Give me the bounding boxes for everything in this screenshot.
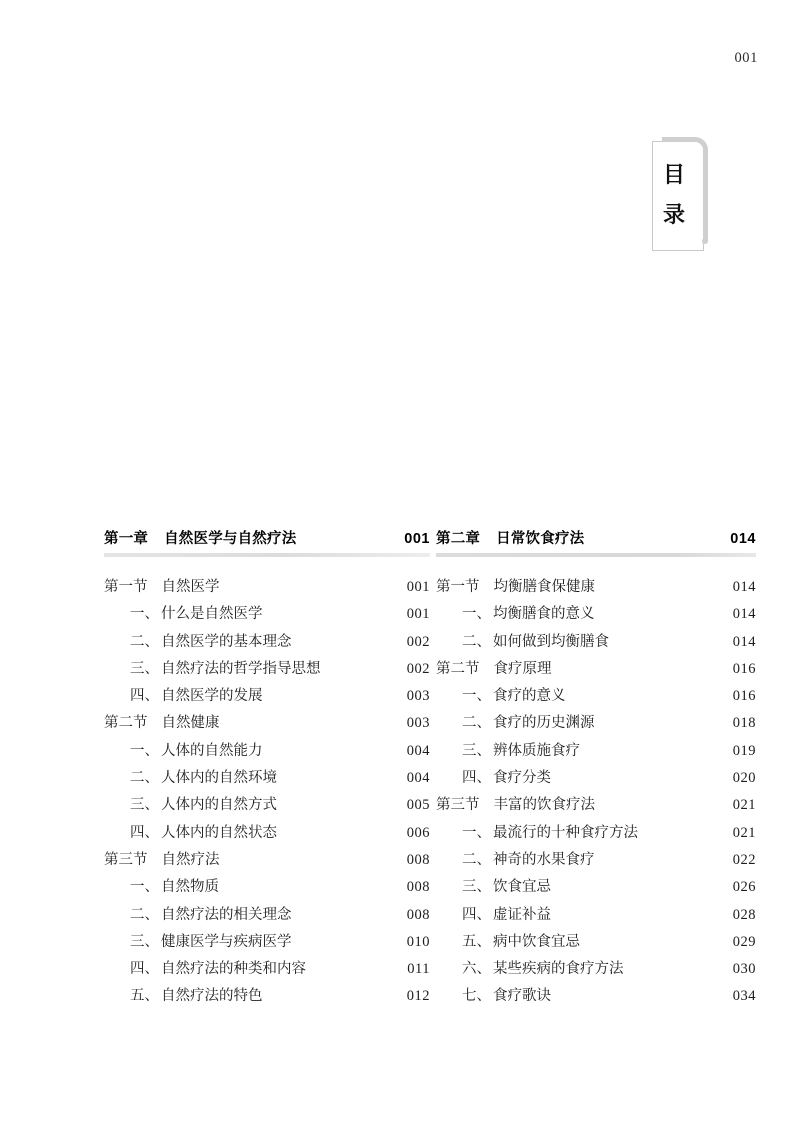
toc-entry[interactable] xyxy=(104,793,430,820)
toc-entry-page-number: 019 xyxy=(732,742,756,759)
toc-entry-title: 均衡膳食保健康 xyxy=(493,579,595,595)
toc-entry-page-number: 014 xyxy=(732,579,756,595)
toc-entry[interactable] xyxy=(436,984,756,1011)
toc-tab-label xyxy=(652,155,696,235)
toc-entry-page-number: 022 xyxy=(732,851,756,868)
toc-entry-title: 丰富的饮食疗法 xyxy=(493,797,595,814)
toc-entry-label: 四、 xyxy=(462,906,491,923)
toc-columns xyxy=(0,527,800,1012)
toc-entry[interactable] xyxy=(436,602,756,629)
toc-entry[interactable] xyxy=(104,984,430,1011)
toc-entry-page-number: 002 xyxy=(406,633,430,650)
toc-tab-char-1: 目 xyxy=(662,162,685,187)
toc-column-right xyxy=(436,527,756,1012)
toc-entry-title: 自然健康 xyxy=(161,715,220,732)
toc-entry-page-number: 016 xyxy=(732,688,756,705)
toc-entry-page-number: 010 xyxy=(406,933,430,950)
toc-entry-title: 病中饮食宜忌 xyxy=(493,933,580,950)
toc-entry-label: 二、 xyxy=(130,633,159,650)
toc-entry-label: 第二节 xyxy=(104,715,148,732)
toc-entry-label: 一、 xyxy=(130,606,159,623)
toc-entry-label: 第一节 xyxy=(104,579,148,595)
toc-entry-label: 四、 xyxy=(130,824,159,841)
toc-entry-title: 食疗原理 xyxy=(493,660,552,677)
toc-entry-page-number: 004 xyxy=(406,770,430,787)
toc-entry[interactable] xyxy=(104,684,430,711)
toc-entry-page-number: 029 xyxy=(732,933,756,950)
chapter-number: 第一章 xyxy=(104,531,149,547)
toc-tab-end-dot-icon xyxy=(702,238,708,244)
toc-entry-page-number: 002 xyxy=(406,660,430,677)
chapter-underline-rule xyxy=(436,553,756,557)
toc-entry[interactable] xyxy=(436,711,756,738)
toc-entry[interactable] xyxy=(436,930,756,957)
toc-entry-page-number: 012 xyxy=(406,988,430,1005)
toc-entry-label: 第三节 xyxy=(436,797,480,814)
toc-entry-page-number: 014 xyxy=(732,633,756,650)
toc-entry-title: 食疗歌诀 xyxy=(493,988,551,1005)
toc-entry-title: 自然疗法的哲学指导思想 xyxy=(161,660,321,677)
chapter-number: 第二章 xyxy=(436,531,481,547)
toc-entry-label: 三、 xyxy=(130,660,159,677)
chapter-title: 自然医学与自然疗法 xyxy=(164,531,297,547)
toc-entry[interactable] xyxy=(436,630,756,657)
toc-entry-label: 五、 xyxy=(130,988,159,1005)
toc-entry-page-number: 003 xyxy=(406,715,430,732)
toc-entry[interactable] xyxy=(104,875,430,902)
toc-entry-page-number: 014 xyxy=(732,606,756,623)
toc-entry-title: 人体内的自然方式 xyxy=(161,797,277,814)
toc-entry-page-number: 008 xyxy=(406,879,430,896)
toc-entry-label: 二、 xyxy=(130,906,159,923)
toc-entry-title: 自然疗法的种类和内容 xyxy=(161,961,306,978)
chapter-underline-rule xyxy=(104,553,430,557)
toc-tab-decoration xyxy=(652,141,704,251)
toc-entry-label: 一、 xyxy=(462,688,491,705)
toc-entry-label: 五、 xyxy=(462,933,491,950)
toc-entry-page-number: 030 xyxy=(732,961,756,978)
toc-entry-list-right xyxy=(436,575,756,1012)
toc-entry-title: 自然疗法的相关理念 xyxy=(161,906,292,923)
toc-entry-title: 饮食宜忌 xyxy=(493,879,551,896)
toc-entry-title: 食疗分类 xyxy=(493,770,551,787)
toc-entry-page-number: 011 xyxy=(407,961,430,978)
chapter-heading xyxy=(436,527,756,553)
toc-column-left xyxy=(104,527,430,1012)
toc-entry-page-number: 001 xyxy=(406,579,430,595)
toc-entry[interactable] xyxy=(104,739,430,766)
toc-entry-page-number: 026 xyxy=(732,879,756,896)
toc-entry[interactable] xyxy=(104,930,430,957)
chapter-title: 日常饮食疗法 xyxy=(496,531,585,547)
toc-entry[interactable] xyxy=(436,684,756,711)
toc-entry-title: 虚证补益 xyxy=(493,906,551,923)
toc-entry-title: 某些疾病的食疗方法 xyxy=(493,961,624,978)
toc-entry-title: 自然疗法 xyxy=(161,851,220,868)
toc-entry[interactable] xyxy=(436,875,756,902)
toc-entry[interactable] xyxy=(104,957,430,984)
toc-entry[interactable] xyxy=(436,739,756,766)
toc-entry-label: 六、 xyxy=(462,961,491,978)
toc-entry-title: 辨体质施食疗 xyxy=(493,742,580,759)
toc-entry[interactable] xyxy=(436,766,756,793)
toc-entry-page-number: 008 xyxy=(406,906,430,923)
toc-entry[interactable] xyxy=(104,848,430,875)
toc-entry[interactable] xyxy=(104,630,430,657)
toc-entry[interactable] xyxy=(104,766,430,793)
toc-entry-label: 二、 xyxy=(462,851,491,868)
toc-entry[interactable] xyxy=(104,903,430,930)
toc-entry-page-number: 004 xyxy=(406,742,430,759)
toc-entry-label: 第二节 xyxy=(436,660,480,677)
toc-entry[interactable] xyxy=(436,821,756,848)
toc-entry-label: 第一节 xyxy=(436,579,480,595)
toc-entry[interactable] xyxy=(104,575,430,602)
toc-entry-title: 人体的自然能力 xyxy=(161,742,263,759)
toc-entry[interactable] xyxy=(436,848,756,875)
toc-entry-page-number: 021 xyxy=(732,797,756,814)
toc-entry-page-number: 028 xyxy=(732,906,756,923)
toc-entry-title: 最流行的十种食疗方法 xyxy=(493,824,638,841)
toc-entry-title: 健康医学与疾病医学 xyxy=(161,933,292,950)
toc-entry-title: 自然医学的发展 xyxy=(161,688,263,705)
toc-entry-label: 一、 xyxy=(130,879,159,896)
toc-entry-title: 人体内的自然环境 xyxy=(161,770,277,787)
toc-entry-label: 第三节 xyxy=(104,851,148,868)
toc-entry[interactable] xyxy=(104,821,430,848)
toc-entry-list-left xyxy=(104,575,430,1012)
toc-entry-page-number: 006 xyxy=(406,824,430,841)
toc-entry-title: 人体内的自然状态 xyxy=(161,824,277,841)
toc-entry-label: 七、 xyxy=(462,988,491,1005)
toc-entry-label: 二、 xyxy=(462,633,491,650)
toc-entry[interactable] xyxy=(436,957,756,984)
toc-entry-label: 四、 xyxy=(130,688,159,705)
page-folio-number: 001 xyxy=(734,50,758,66)
toc-tab-char-2: 录 xyxy=(662,202,685,227)
toc-entry-page-number: 008 xyxy=(406,851,430,868)
toc-entry-title: 食疗的历史渊源 xyxy=(493,715,595,732)
toc-entry[interactable] xyxy=(436,903,756,930)
toc-entry[interactable] xyxy=(436,793,756,820)
toc-entry-title: 均衡膳食的意义 xyxy=(493,606,595,623)
toc-entry-title: 自然物质 xyxy=(161,879,219,896)
toc-entry-page-number: 001 xyxy=(406,606,430,623)
toc-entry-title: 自然疗法的特色 xyxy=(161,988,263,1005)
toc-entry-title: 如何做到均衡膳食 xyxy=(493,633,609,650)
toc-entry-label: 一、 xyxy=(130,742,159,759)
chapter-page: 001 xyxy=(404,531,430,547)
toc-entry-label: 三、 xyxy=(462,742,491,759)
toc-entry-page-number: 018 xyxy=(732,715,756,732)
toc-entry-label: 四、 xyxy=(130,961,159,978)
toc-entry-title: 什么是自然医学 xyxy=(161,606,263,623)
toc-entry-title: 神奇的水果食疗 xyxy=(493,851,595,868)
toc-entry-title: 食疗的意义 xyxy=(493,688,566,705)
toc-entry[interactable] xyxy=(436,657,756,684)
toc-entry-label: 一、 xyxy=(462,824,491,841)
toc-entry-label: 一、 xyxy=(462,606,491,623)
chapter-page: 014 xyxy=(730,531,756,547)
toc-entry[interactable] xyxy=(104,602,430,629)
toc-entry-page-number: 016 xyxy=(732,660,756,677)
toc-entry-label: 三、 xyxy=(462,879,491,896)
toc-entry-page-number: 005 xyxy=(406,797,430,814)
toc-entry-label: 三、 xyxy=(130,797,159,814)
toc-entry-page-number: 034 xyxy=(732,988,756,1005)
toc-entry[interactable] xyxy=(436,575,756,602)
toc-entry-label: 四、 xyxy=(462,770,491,787)
toc-entry-title: 自然医学的基本理念 xyxy=(161,633,292,650)
toc-entry-page-number: 020 xyxy=(732,770,756,787)
toc-entry-title: 自然医学 xyxy=(161,579,220,595)
toc-entry-page-number: 003 xyxy=(406,688,430,705)
toc-entry-page-number: 021 xyxy=(732,824,756,841)
chapter-heading xyxy=(104,527,430,553)
toc-entry[interactable] xyxy=(104,711,430,738)
toc-entry[interactable] xyxy=(104,657,430,684)
toc-entry-label: 二、 xyxy=(130,770,159,787)
toc-entry-label: 二、 xyxy=(462,715,491,732)
toc-entry-label: 三、 xyxy=(130,933,159,950)
